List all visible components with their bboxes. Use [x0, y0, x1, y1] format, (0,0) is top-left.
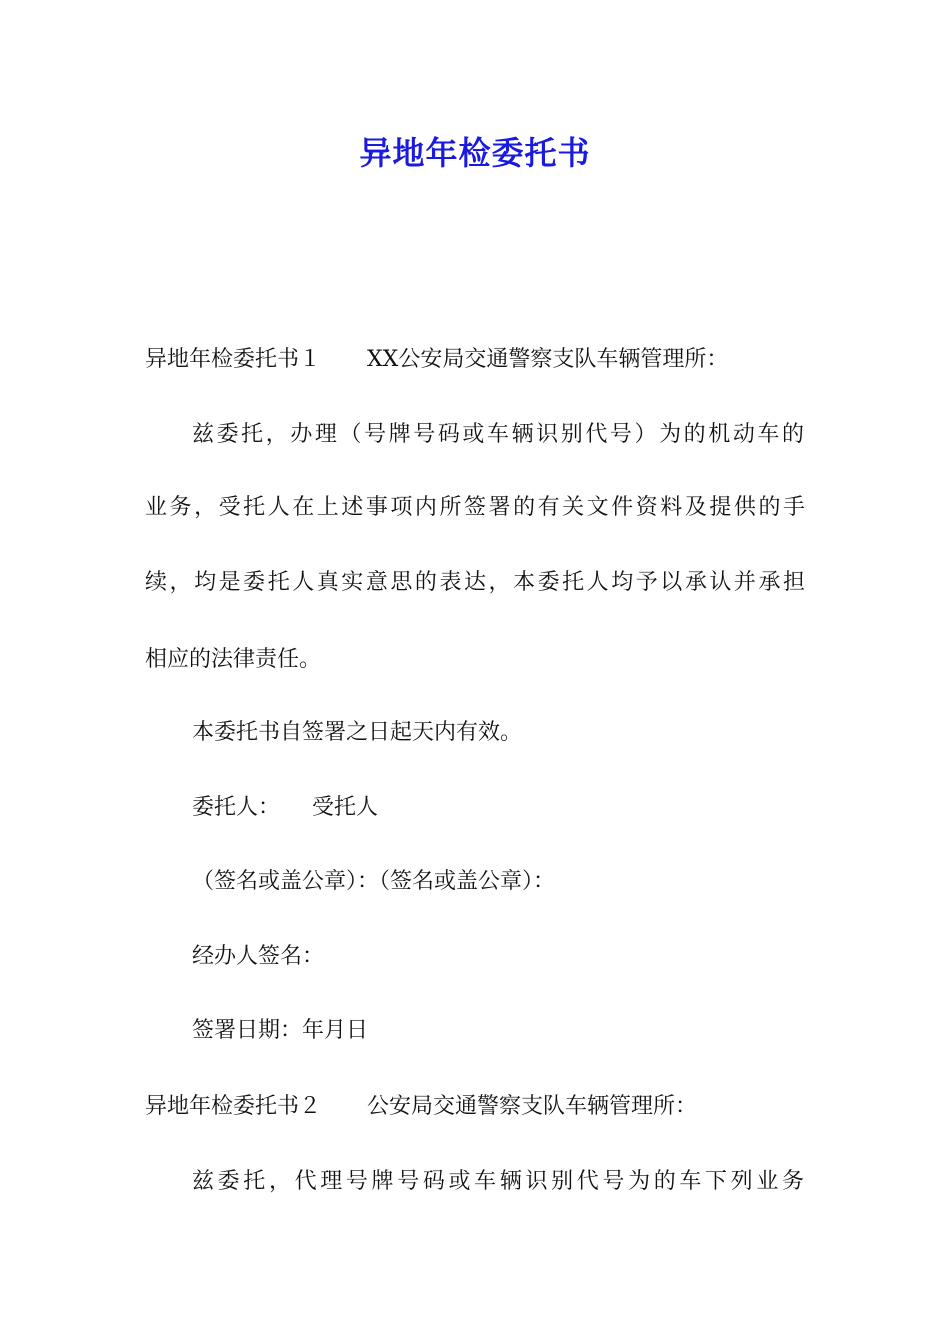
principal-label: 委托人：: [192, 795, 281, 820]
section2-heading-line: [145, 1092, 697, 1122]
section1-heading: 异地年检委托书１: [145, 347, 322, 372]
section2-para1-line1: 兹委托，代理号牌号码或车辆识别代号为的车下列业务: [192, 1169, 804, 1194]
document-title: 异地年检委托书: [359, 134, 591, 172]
section1-heading-line: [145, 345, 728, 375]
section1-para1-line4: 相应的法律责任。: [145, 647, 322, 672]
section2-heading: 异地年检委托书２: [145, 1094, 322, 1119]
section1-validity: 本委托书自签署之日起天内有效。: [192, 720, 523, 745]
section2-addressee: 公安局交通警察支队车辆管理所：: [367, 1094, 698, 1119]
section1-parties-line: [192, 793, 378, 823]
section1-signature-line: （签名或盖公章）：（签名或盖公章）：: [192, 869, 556, 894]
section1-date-line: 签署日期：年月日: [192, 1018, 369, 1043]
section1-addressee: XX公安局交通警察支队车辆管理所：: [367, 347, 729, 372]
agent-label: 受托人: [312, 795, 379, 820]
section1-para1-line3: 续，均是委托人真实意思的表达，本委托人均予以承认并承担: [145, 570, 805, 595]
section1-para1-line1: 兹委托，办理（号牌号码或车辆识别代号）为的机动车的: [192, 422, 804, 447]
section1-para1-line2: 业务，受托人在上述事项内所签署的有关文件资料及提供的手: [145, 495, 805, 520]
section1-handler-signature: 经办人签名：: [192, 944, 325, 969]
